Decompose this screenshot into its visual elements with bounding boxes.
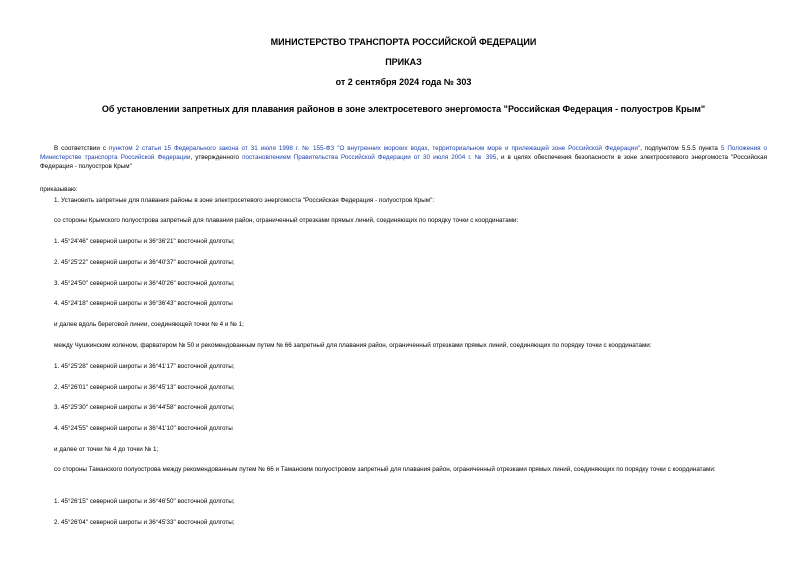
middle-point: 4. 45°24'55" северной широты и 36°41'10" восточной долготы [54,425,233,432]
document-date-number: от 2 сентября 2024 года № 303 [335,77,472,87]
taman-point: 2. 45°26'04" северной широты и 36°45'33" восточной долготы; [54,519,235,526]
item-1-text: 1. Установить запретные для плавания районы в зоне электросетевого энергомоста "Российская Федерация - полуостров Крым": [54,197,435,204]
middle-area-intro: между Чушкинским коленом, фарватером № 50 и рекомендованным путем № 66 запретный для плавания район, ограниченный отрезками прямых линий, соединяющих по порядку точки с координатами: [54,342,652,349]
federal-law-link[interactable]: пунктом 2 статьи 15 Федерального закона от 31 июля 1998 г. № 155-ФЗ "О внутренних морских водах, территориальном море и прилежащей зоне Российской Федерации" [109,145,641,152]
preamble-text: электросетевого энергомоста "Российская Федерация - полуостров Крым" [40,154,767,170]
middle-point: 3. 45°25'30" северной широты и 36°44'58" восточной долготы; [54,404,235,411]
middle-point: 2. 45°26'01" северной широты и 36°45'13" восточной долготы; [54,384,235,391]
preamble-text: В соответствии с [54,145,110,152]
preamble-text: , подпунктом 5.5.5 пункта [640,145,718,152]
crimea-point: 2. 45°25'22" северной широты и 36°40'37" восточной долготы; [54,259,235,266]
preamble-paragraph [40,144,767,171]
government-decree-link[interactable]: постановлением Правительства Российской Федерации от 30 июля 2004 г. № 395 [242,154,497,161]
document-type: ПРИКАЗ [385,57,422,67]
crimea-point: 1. 45°24'46" северной широты и 36°36'21" восточной долготы; [54,238,235,245]
taman-area-intro: со стороны Таманского полуострова между рекомендованным путем № 66 и Таманским полуостровом запретный для плавания район, ограниченный отрезками прямых линий, соединяющих по порядку точки с координатами: [54,466,716,473]
crimea-point: 4. 45°24'18" северной широты и 36°36'43" восточной долготы [54,300,233,307]
preamble-text: , и в целях обеспечения безопасности в зоне [496,154,638,161]
crimea-point: 3. 45°24'50" северной широты и 36°40'26" восточной долготы; [54,280,235,287]
ministry-heading: МИНИСТЕРСТВО ТРАНСПОРТА РОССИЙСКОЙ ФЕДЕРАЦИИ [270,37,537,47]
document-title: Об установлении запретных для плавания районов в зоне электросетевого энергомоста "Российская Федерация - полуостров Крым" [101,104,706,114]
crimea-area-intro: со стороны Крымского полуострова запретный для плавания район, ограниченный отрезками прямых линий, соединяющих по порядку точки с координатами: [54,217,519,224]
middle-area-closing: и далее от точки № 4 до точки № 1; [54,446,159,453]
preamble-text: , утвержденного [190,154,243,161]
crimea-area-closing: и далее вдоль береговой линии, соединяющей точки № 4 и № 1; [54,321,244,328]
middle-point: 1. 45°25'28" северной широты и 36°41'17" восточной долготы; [54,363,235,370]
ministry-regulation-link[interactable]: 5 Положения о Министерстве транспорта Российской Федерации [40,145,768,161]
prikazyvayu-text: приказываю: [40,186,78,193]
taman-point: 1. 45°26'15" северной широты и 36°46'50" восточной долготы; [54,498,235,505]
